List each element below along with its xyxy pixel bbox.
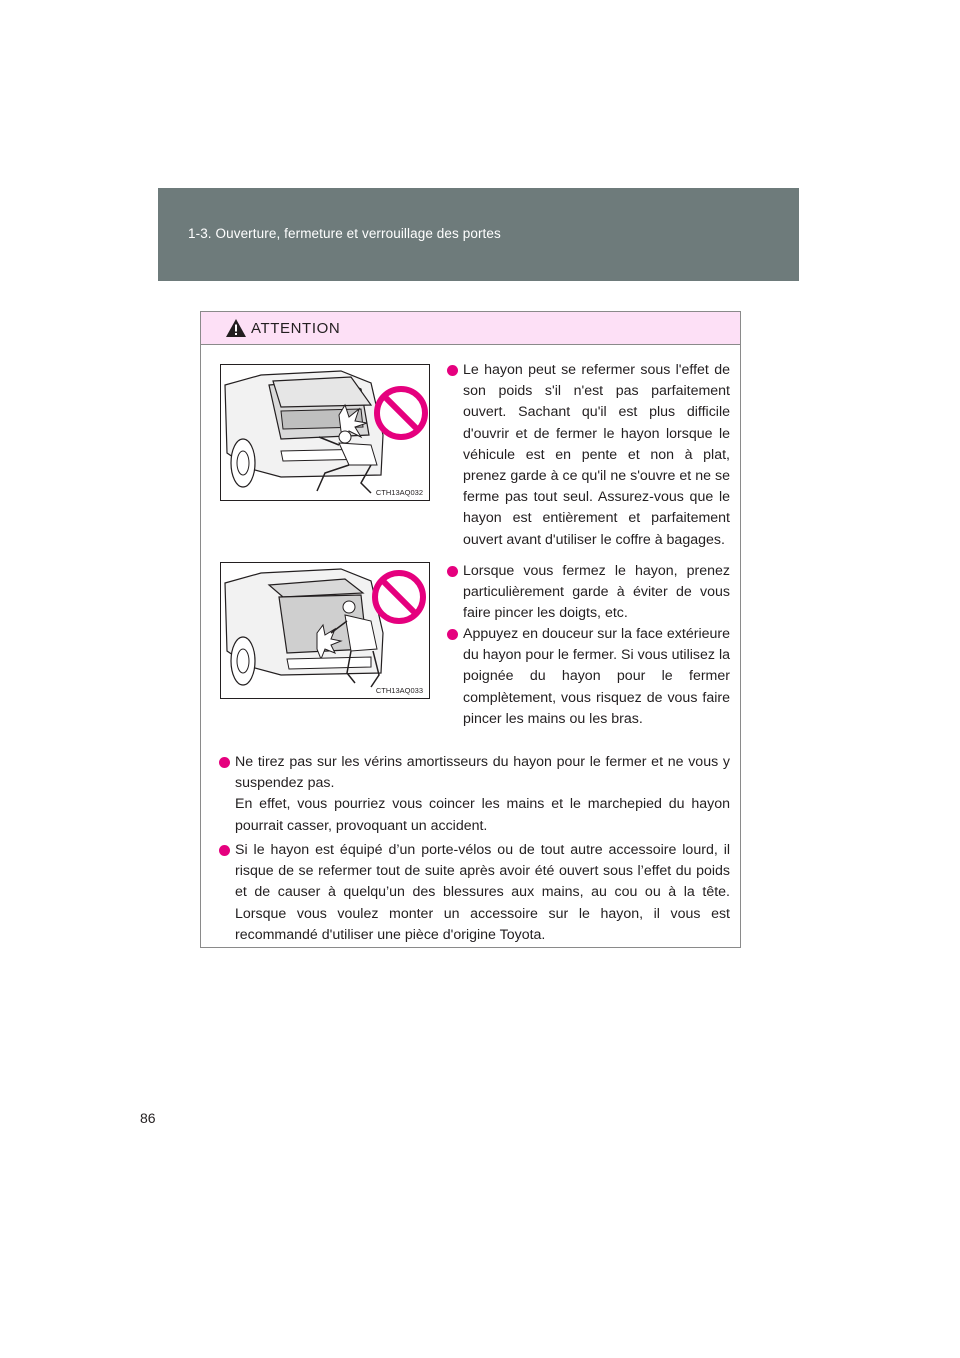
prohibition-icon [375, 573, 423, 621]
bullet-dot-icon [219, 757, 230, 768]
figure-hatch-falling [220, 364, 430, 501]
page-number: 86 [140, 1110, 156, 1126]
bullet-item: Si le hayon est équipé d’un porte-vélos ou de tout autre accessoire lourd, il risque de se refermer tout de suite après avoir été ouvert sous l’effet du poids et de causer à quelqu’un des blessures aux mains, au cou ou à la tête. Lorsque vous voulez monter un accessoire sur le hayon, il vous est recommandé d'utiliser une pièce d'origine Toyota. [219, 840, 730, 946]
bullet-item: Lorsque vous fermez le hayon, prenez particulièrement garde à éviter de vous faire pincer les doigts, etc. [447, 561, 730, 625]
car-hatch-illustration [221, 563, 430, 699]
warning-title: ATTENTION [251, 320, 341, 337]
prohibition-icon [377, 389, 425, 437]
bullet-dot-icon [219, 845, 230, 856]
section-title: 1-3. Ouverture, fermeture et verrouillage des portes [188, 226, 501, 241]
warning-triangle-icon [225, 318, 247, 338]
bullet-dot-icon [447, 365, 458, 376]
bullet-item: Le hayon peut se refermer sous l'effet de son poids s'il n'est pas parfaitement ouvert. Sachant qu'il est plus difficile d'ouvrir et de fermer le hayon lorsque le véhicule est en pente et non à plat, prenez garde à ce qu'il ne s'ouvre et ne se ferme pas tout seul. Assurez-vous que le hayon est entièrement et parfaitement ouvert avant d'utiliser le coffre à bagages. [447, 360, 730, 551]
bullet-dot-icon [447, 629, 458, 640]
warning-header [201, 312, 740, 345]
car-hatch-illustration [221, 365, 430, 501]
bullet-item: Appuyez en douceur sur la face extérieure du hayon pour le fermer. Si vous utilisez la poignée du hayon pour le fermer complètement, vous risquez de vous faire pincer les mains ou les bras. [447, 624, 730, 730]
warning-box [200, 311, 741, 948]
header-band [158, 188, 799, 281]
figure-code: CTH13AQ033 [375, 686, 423, 695]
figure-code: CTH13AQ032 [375, 488, 423, 497]
figure-pinch-hands [220, 562, 430, 699]
bullet-dot-icon [447, 566, 458, 577]
bullet-item: Ne tirez pas sur les vérins amortisseurs du hayon pour le fermer et ne vous y suspendez pas. En effet, vous pourriez vous coincer les mains et le marchepied du hayon pourrait casser, provoquant un accident. [219, 752, 730, 837]
